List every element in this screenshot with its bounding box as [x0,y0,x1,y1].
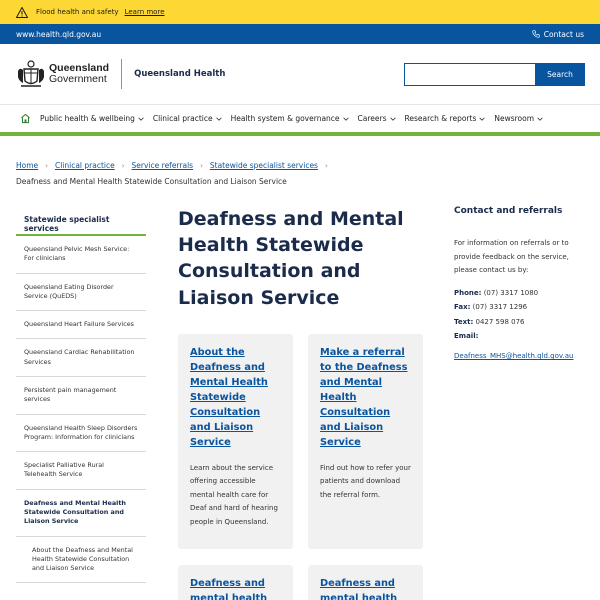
phone-icon [532,30,540,38]
breadcrumb-clinical-practice[interactable]: Clinical practice [54,161,115,170]
sidebar-item-cardiac-rehab[interactable]: Queensland Cardiac Rehabilitation Services [16,339,146,377]
sidebar-item-pelvic-mesh[interactable]: Queensland Pelvic Mesh Service: For clinicians [16,236,146,274]
alert-banner [0,0,600,24]
warning-icon [16,7,28,18]
home-icon[interactable] [20,113,31,124]
sidebar-item-sleep-disorders[interactable]: Queensland Health Sleep Disorders Program: Information for clinicians [16,415,146,453]
sidebar-item-deafness-mental-health[interactable]: Deafness and Mental Health Statewide Consultation and Liaison Service [16,490,146,537]
search-input[interactable] [404,63,535,86]
nav-item-research[interactable]: Research & reports [405,114,486,123]
site-url-link[interactable]: www.health.qld.gov.au [16,29,102,39]
card-title[interactable]: Make a referral to the Deafness and Mental Health Consultation and Liaison Service [320,347,408,448]
contact-us-link[interactable] [532,30,584,39]
contact-email-label: Email: [454,331,479,340]
card-title[interactable]: Deafness and mental health [320,578,398,600]
sidebar-item-heart-failure[interactable]: Queensland Heart Failure Services [16,311,146,339]
breadcrumb-home[interactable]: Home [16,161,39,170]
sidebar-nav [16,208,146,583]
nav-item-newsroom[interactable]: Newsroom [494,114,543,123]
nav-item-public-health[interactable]: Public health & wellbeing [40,114,144,123]
card-make-referral[interactable] [308,334,423,549]
card-deafness-mental-health-2[interactable] [308,565,423,600]
nav-accent-bar [0,132,600,136]
card-deafness-mental-health-1[interactable] [178,565,293,600]
chevron-down-icon [479,116,485,122]
chevron-down-icon [138,116,144,122]
gov-line1: Queensland [49,61,110,74]
sidebar-item-palliative-telehealth[interactable]: Specialist Palliative Rural Telehealth Service [16,452,146,490]
nav-item-health-system[interactable]: Health system & governance [231,114,349,123]
chevron-down-icon [216,116,222,122]
breadcrumb-service-referrals[interactable]: Service referrals [131,161,194,170]
card-description: Learn about the service offering accessible mental health care for Deaf and hard of hearing people in Queensland. [190,463,278,526]
header-divider [121,59,122,89]
queensland-crest-logo[interactable] [16,59,46,89]
site-header [0,44,600,104]
chevron-right-icon: › [45,161,48,170]
contact-heading: Contact and referrals [454,206,563,216]
chevron-down-icon [537,116,543,122]
main-nav [0,104,600,132]
top-bar [0,24,600,44]
sidebar-item-eating-disorder[interactable]: Queensland Eating Disorder Service (QuEDS) [16,274,146,312]
contact-email-link[interactable]: Deafness_MHS@health.qld.gov.au [454,352,574,361]
contact-panel [454,206,584,364]
page-title: Deafness and Mental Health Statewide Consultation and Liaison Service [178,208,404,309]
contact-us-label: Contact us [543,29,584,39]
chevron-right-icon: › [200,161,203,170]
card-description: Find out how to refer your patients and download the referral form. [320,463,411,499]
search-button[interactable]: Search [535,63,585,86]
chevron-down-icon [343,116,349,122]
chevron-right-icon: › [324,161,328,170]
nav-item-clinical-practice[interactable]: Clinical practice [153,114,222,123]
gov-line2: Government [49,73,107,85]
sidebar-item-persistent-pain[interactable]: Persistent pain management services [16,377,146,415]
contact-intro: For information on referrals or to provide feedback on the service, please contact us by: [454,239,569,275]
sidebar-heading[interactable]: Statewide specialist services [16,208,146,236]
chevron-right-icon: › [121,161,125,170]
queensland-health-link[interactable]: Queensland Health [134,69,226,79]
alert-title: Flood health and safety [36,8,119,16]
breadcrumb [16,161,335,170]
search-form [404,63,585,86]
breadcrumb-statewide-services[interactable]: Statewide specialist services [209,161,318,170]
breadcrumb-current: Deafness and Mental Health Statewide Consultation and Liaison Service [16,177,287,186]
card-about[interactable] [178,334,293,549]
sidebar-subitem-about[interactable]: About the Deafness and Mental Health Statewide Consultation and Liaison Service [16,537,146,584]
alert-learn-more-link[interactable]: Learn more [124,8,165,16]
chevron-down-icon [390,116,396,122]
contact-text: Text: 0427 598 076 [454,317,525,326]
qld-government-wordmark [49,63,109,85]
contact-fax: Fax: (07) 3317 1296 [454,303,528,312]
card-title[interactable]: About the Deafness and Mental Health Statewide Consultation and Liaison Service [190,347,268,448]
card-title[interactable]: Deafness and mental health [190,578,268,600]
nav-item-careers[interactable]: Careers [358,114,396,123]
contact-phone: Phone: (07) 3317 1080 [454,288,539,297]
